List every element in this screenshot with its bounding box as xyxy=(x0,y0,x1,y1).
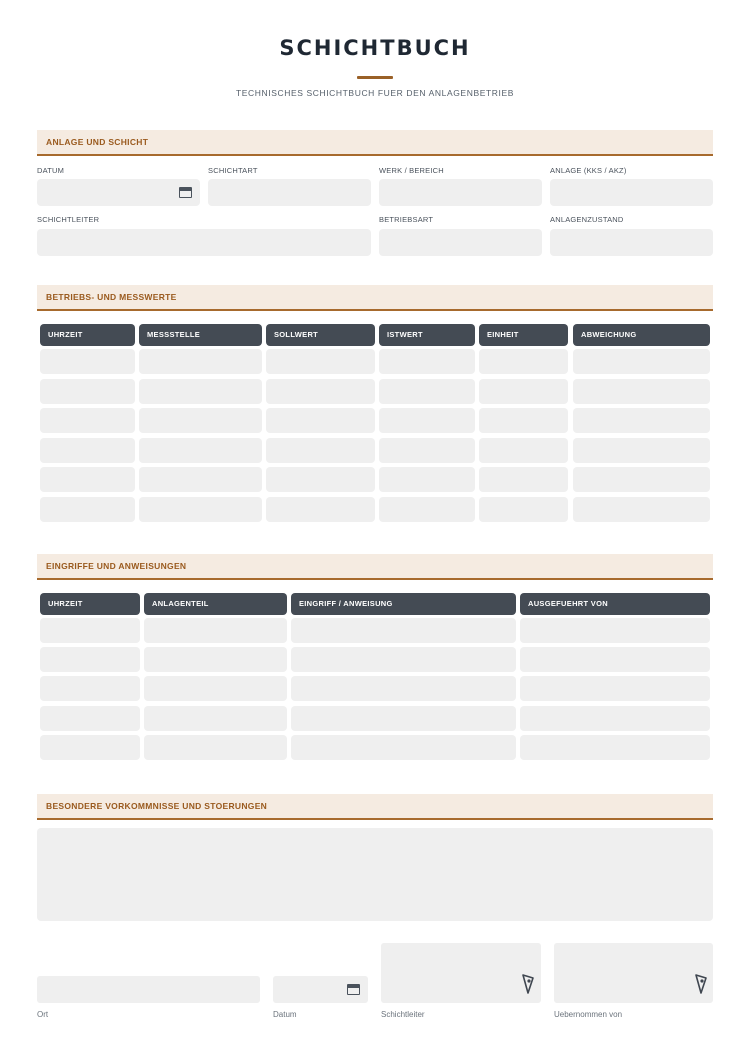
title-underline xyxy=(357,76,393,79)
messwerte-table-cell[interactable] xyxy=(40,497,135,522)
betriebsart-label: BETRIEBSART xyxy=(379,215,434,224)
messwerte-table-cell[interactable] xyxy=(40,349,135,374)
messwerte-table-cell[interactable] xyxy=(479,349,568,374)
messwerte-table-cell[interactable] xyxy=(266,349,375,374)
uebernommen-signature-field[interactable] xyxy=(554,943,713,1003)
messwerte-table-cell[interactable] xyxy=(479,497,568,522)
messwerte-table-cell[interactable] xyxy=(139,408,262,433)
anlage-label: ANLAGE (KKS / AKZ) xyxy=(550,166,627,175)
werk-field[interactable] xyxy=(379,179,542,206)
messwerte-table-cell[interactable] xyxy=(266,467,375,492)
eingriffe-table-cell[interactable] xyxy=(520,618,710,643)
anlagenzustand-label: ANLAGENZUSTAND xyxy=(550,215,624,224)
eingriffe-table-cell[interactable] xyxy=(40,647,140,672)
datum-label: DATUM xyxy=(37,166,65,175)
messwerte-table-cell[interactable] xyxy=(139,467,262,492)
vorkommnisse-textarea[interactable] xyxy=(37,828,713,921)
footer-datum-label: Datum xyxy=(273,1010,297,1019)
messwerte-table-cell[interactable] xyxy=(573,438,710,463)
messwerte-table-cell[interactable] xyxy=(40,379,135,404)
messwerte-table-cell[interactable] xyxy=(479,379,568,404)
ort-field[interactable] xyxy=(37,976,260,1003)
messwerte-header-cell: EINHEIT xyxy=(479,324,568,346)
eingriffe-table-cell[interactable] xyxy=(291,706,516,731)
eingriffe-header-cell: AUSGEFUEHRT VON xyxy=(520,593,710,615)
eingriffe-table-cell[interactable] xyxy=(520,735,710,760)
pen-nib-icon xyxy=(521,973,535,995)
schichtleiter-signature-label: Schichtleiter xyxy=(381,1010,425,1019)
eingriffe-table-cell[interactable] xyxy=(291,735,516,760)
datum-field[interactable] xyxy=(37,179,200,206)
eingriffe-table-cell[interactable] xyxy=(144,735,287,760)
messwerte-table-cell[interactable] xyxy=(139,349,262,374)
betriebsart-field[interactable] xyxy=(379,229,542,256)
schichtleiter-field[interactable] xyxy=(37,229,371,256)
eingriffe-table-cell[interactable] xyxy=(520,676,710,701)
werk-label: WERK / BEREICH xyxy=(379,166,444,175)
messwerte-table-cell[interactable] xyxy=(379,438,475,463)
messwerte-header-cell: MESSSTELLE xyxy=(139,324,262,346)
calendar-icon[interactable] xyxy=(179,187,192,198)
page-subtitle: TECHNISCHES SCHICHTBUCH FUER DEN ANLAGENBETRIEB xyxy=(235,88,515,98)
anlagenzustand-field[interactable] xyxy=(550,229,713,256)
messwerte-table-cell[interactable] xyxy=(379,349,475,374)
messwerte-table-cell[interactable] xyxy=(573,467,710,492)
messwerte-table-cell[interactable] xyxy=(479,438,568,463)
eingriffe-table-cell[interactable] xyxy=(144,647,287,672)
messwerte-table-cell[interactable] xyxy=(573,379,710,404)
eingriffe-table-cell[interactable] xyxy=(144,618,287,643)
section-header-anlage: ANLAGE UND SCHICHT xyxy=(37,130,713,156)
eingriffe-table-cell[interactable] xyxy=(40,618,140,643)
footer-datum-field[interactable] xyxy=(273,976,368,1003)
messwerte-header-cell: SOLLWERT xyxy=(266,324,375,346)
eingriffe-table-cell[interactable] xyxy=(520,706,710,731)
eingriffe-table-cell[interactable] xyxy=(144,676,287,701)
messwerte-table-cell[interactable] xyxy=(139,379,262,404)
messwerte-header-cell: UHRZEIT xyxy=(40,324,135,346)
eingriffe-header-cell: EINGRIFF / ANWEISUNG xyxy=(291,593,516,615)
messwerte-table-cell[interactable] xyxy=(266,438,375,463)
pen-nib-icon xyxy=(694,973,708,995)
messwerte-table-cell[interactable] xyxy=(379,497,475,522)
section-header-messwerte: BETRIEBS- UND MESSWERTE xyxy=(37,285,713,311)
schichtart-label: SCHICHTART xyxy=(208,166,258,175)
messwerte-table-cell[interactable] xyxy=(379,379,475,404)
messwerte-table-cell[interactable] xyxy=(40,438,135,463)
messwerte-table-cell[interactable] xyxy=(40,467,135,492)
messwerte-table-cell[interactable] xyxy=(40,408,135,433)
messwerte-table-cell[interactable] xyxy=(266,408,375,433)
ort-label: Ort xyxy=(37,1010,49,1019)
page-title: SCHICHTBUCH xyxy=(279,36,471,60)
eingriffe-header-cell: ANLAGENTEIL xyxy=(144,593,287,615)
messwerte-header-cell: ABWEICHUNG xyxy=(573,324,710,346)
schichtleiter-label: SCHICHTLEITER xyxy=(37,215,100,224)
schichtart-field[interactable] xyxy=(208,179,371,206)
messwerte-table-cell[interactable] xyxy=(573,349,710,374)
messwerte-table-cell[interactable] xyxy=(266,379,375,404)
section-header-eingriffe: EINGRIFFE UND ANWEISUNGEN xyxy=(37,554,713,580)
eingriffe-header-cell: UHRZEIT xyxy=(40,593,140,615)
eingriffe-table-cell[interactable] xyxy=(144,706,287,731)
eingriffe-table-cell[interactable] xyxy=(291,647,516,672)
messwerte-table-cell[interactable] xyxy=(139,497,262,522)
eingriffe-table-cell[interactable] xyxy=(40,706,140,731)
anlage-field[interactable] xyxy=(550,179,713,206)
messwerte-table-cell[interactable] xyxy=(573,497,710,522)
messwerte-table-cell[interactable] xyxy=(379,467,475,492)
messwerte-table-cell[interactable] xyxy=(479,467,568,492)
eingriffe-table-cell[interactable] xyxy=(520,647,710,672)
messwerte-table-cell[interactable] xyxy=(139,438,262,463)
messwerte-table-cell[interactable] xyxy=(379,408,475,433)
schichtleiter-signature-field[interactable] xyxy=(381,943,541,1003)
eingriffe-table-cell[interactable] xyxy=(40,676,140,701)
eingriffe-table-cell[interactable] xyxy=(40,735,140,760)
eingriffe-table-cell[interactable] xyxy=(291,618,516,643)
calendar-icon[interactable] xyxy=(347,984,360,995)
messwerte-table-cell[interactable] xyxy=(573,408,710,433)
eingriffe-table-cell[interactable] xyxy=(291,676,516,701)
uebernommen-signature-label: Uebernommen von xyxy=(554,1010,623,1019)
messwerte-header-cell: ISTWERT xyxy=(379,324,475,346)
messwerte-table-cell[interactable] xyxy=(266,497,375,522)
messwerte-table-cell[interactable] xyxy=(479,408,568,433)
section-header-vorkommnisse: BESONDERE VORKOMMNISSE UND STOERUNGEN xyxy=(37,794,713,820)
